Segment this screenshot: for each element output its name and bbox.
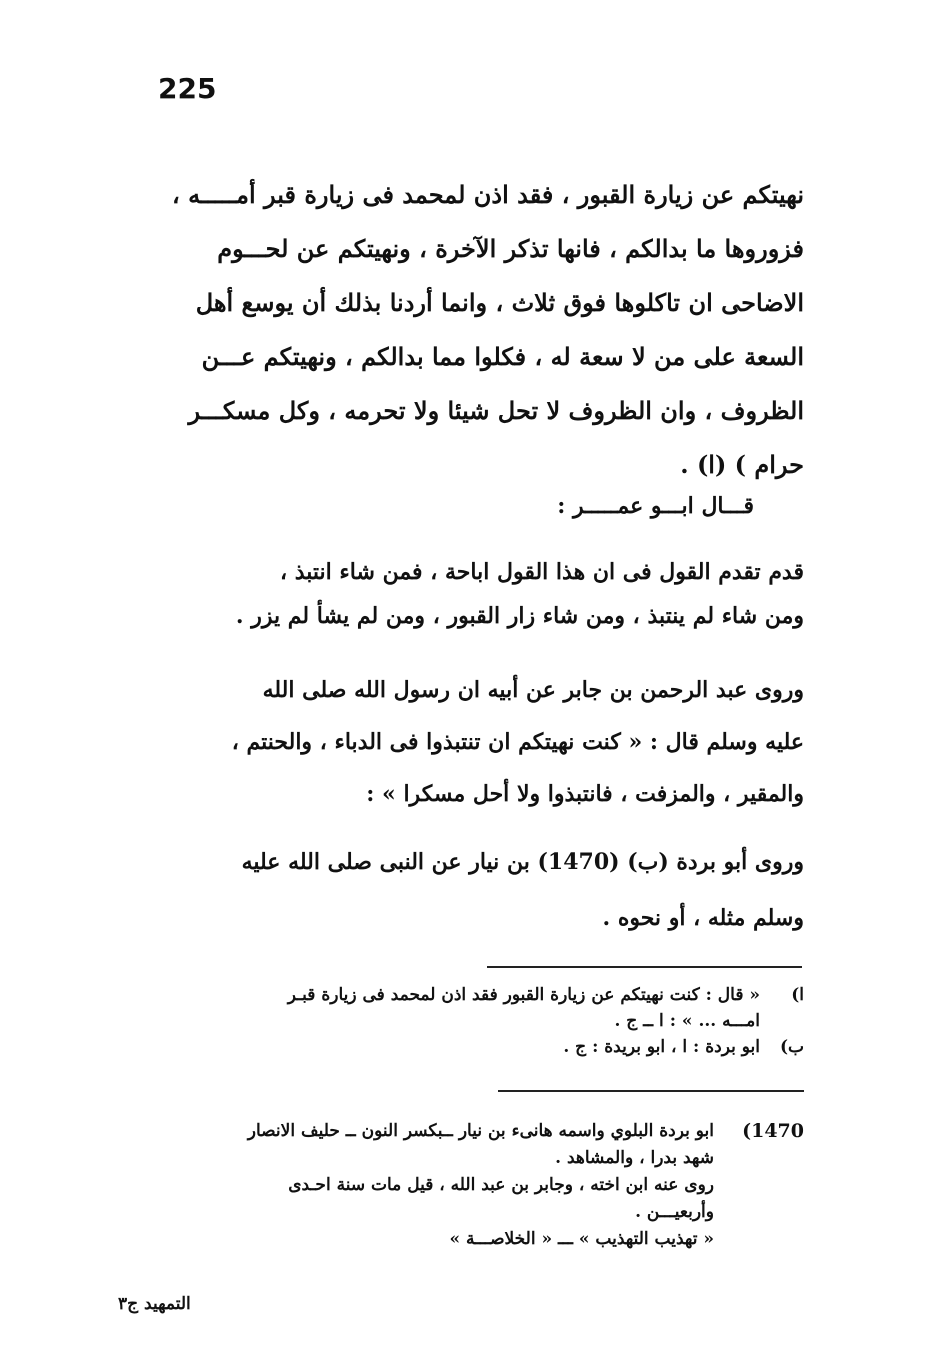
biography-line: « تهذيب التهذيب » ـــ « الخلاصـــة » [449,1229,714,1249]
biography-note [132,1118,804,1253]
footnote-divider [487,966,802,968]
text-line: الظروف ، وان الظروف لا تحل شيئا ولا تحرمه ، وكل مسكـــر [188,396,804,425]
biography-line: وأربعيـــن . [635,1202,714,1222]
text-line: وروى أبو بردة (ب) (1470) بن نيار عن النبى صلى الله عليه [241,849,804,875]
text-line: والمقير ، والمزفت ، فانتبذوا ولا أحل مسكرا » : [366,781,804,807]
text-line: عليه وسلم قال : « كنت نهيتكم ان تنتبذوا فى الدباء ، والحنتم ، [231,729,804,755]
biography-line: ابو بردة البلوي واسمه هانىء بن نيار ــبكسر النون ــ حليف الانصار [247,1121,714,1141]
footer-label: التمهيد ج٣ [118,1294,191,1314]
footnote-line: امـــه ... » : ا ــ ج . [614,1011,760,1031]
footnote-line: « قال : كنت نهيتكم عن زيارة القبور فقد اذن لمحمد فى زيارة قبـر [287,985,760,1005]
section-heading: قـــال ابـــو عمـــــر : [557,493,754,519]
text-line: وروى عبد الرحمن بن جابر عن أبيه ان رسول الله صلى الله [262,677,804,703]
footnote-a [132,982,804,1034]
biography-mark: 1470) [742,1120,804,1142]
text-line: قدم تقدم القول فى ان هذا القول اباحة ، فمن شاء انتبذ ، [279,559,804,585]
footnote-line: ابو بردة : ا ، ابو بريدة : ج . [563,1037,760,1057]
text-line: ومن شاء لم ينتبذ ، ومن شاء زار القبور ، ومن لم يشأ لم يزر . [235,603,804,629]
text-line: الاضاحى ان تاكلوها فوق ثلاث ، وانما أردنا بذلك أن يوسع أهل [195,288,804,317]
footnote-mark: ب) [779,1037,804,1057]
paragraph-2 [132,550,804,638]
text-line: السعة على من لا سعة له ، فكلوا مما بدالكم ، ونهيتكم عـــن [201,342,804,371]
paragraph-1 [132,168,804,492]
biography-line: روى عنه ابن اخته ، وجابر بن عبد الله ، قيل مات سنة احـدى [288,1175,714,1195]
text-line: وسلم مثله ، أو نحوه . [602,905,804,931]
page-number: 225 [158,72,217,105]
paragraph-3 [132,664,804,820]
text-line: نهيتكم عن زيارة القبور ، فقد اذن لمحمد فى زيارة قبر أمـــــه ، [172,180,804,209]
paragraph-4 [132,834,804,946]
biography-divider [498,1090,804,1092]
text-line: فزوروها ما بدالكم ، فانها تذكر الآخرة ، ونهيتكم عن لحـــوم [217,234,804,263]
footnotes [132,982,804,1060]
text-line: حرام ) (ا) . [680,450,804,479]
footnote-mark: ا) [791,985,804,1005]
biography-line: شهد بدرا ، والمشاهد . [555,1148,714,1168]
footnote-b [132,1034,804,1060]
